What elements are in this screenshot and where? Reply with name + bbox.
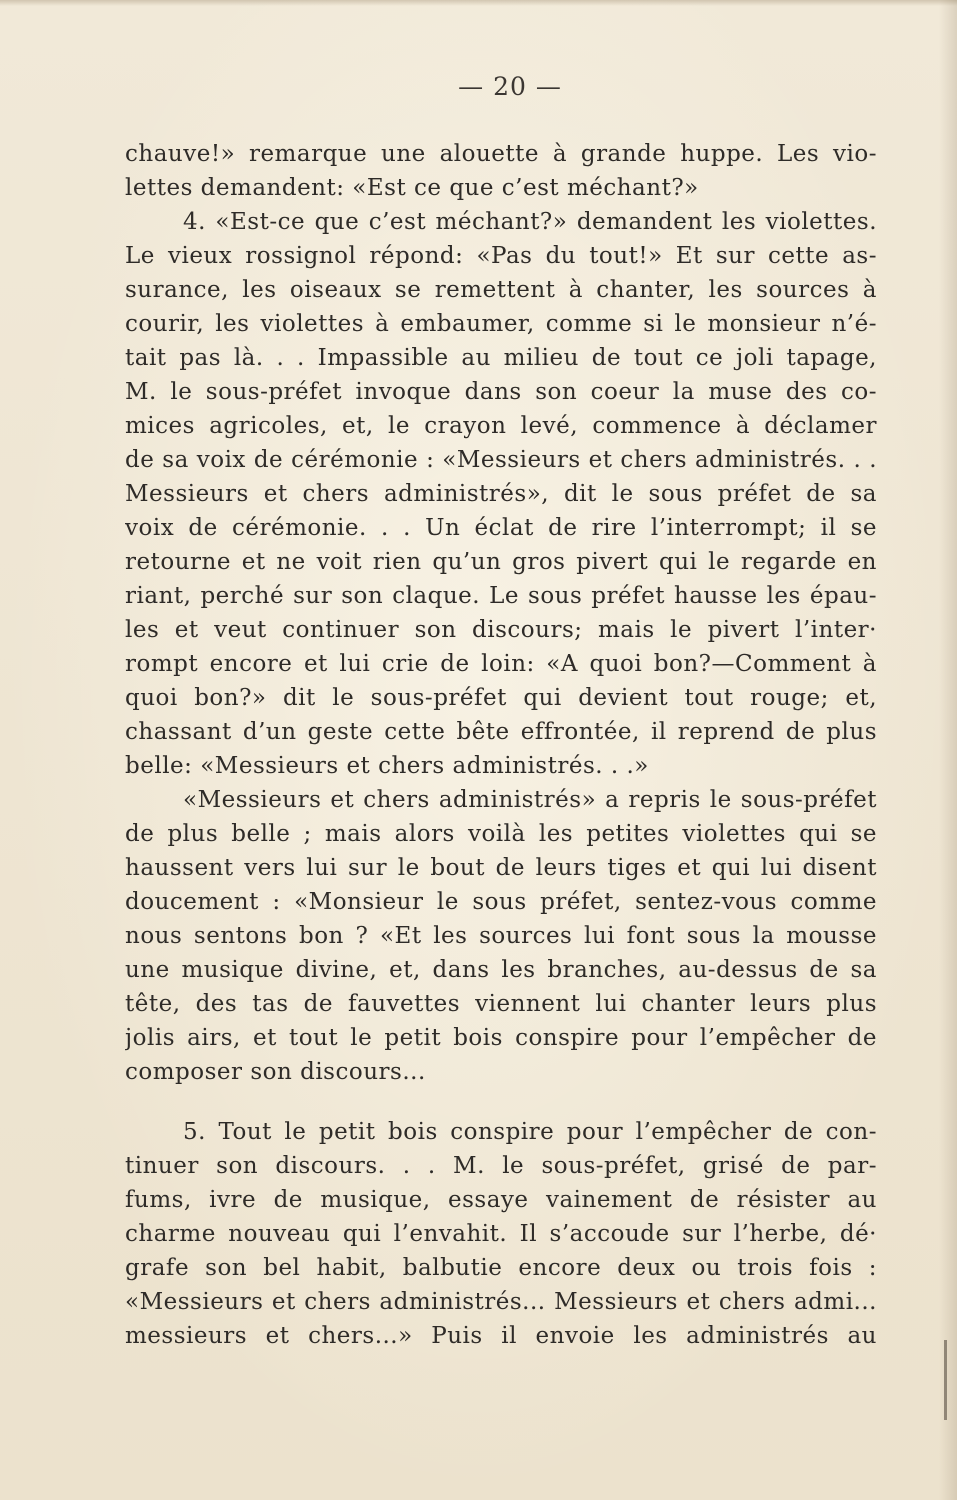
text-line: de plus belle ; mais alors voilà les petites violettes qui se <box>125 821 877 847</box>
text-line: lettes demandent: «Est ce que c’est méchant?» <box>125 175 699 201</box>
text-line: charme nouveau qui l’envahit. Il s’accoude sur l’herbe, dé· <box>125 1221 877 1247</box>
body-text <box>125 137 877 1353</box>
text-line: Messieurs et chers administrés», dit le sous préfet de sa <box>125 481 877 507</box>
text-line: chassant d’un geste cette bête effrontée, il reprend de plus <box>125 719 877 745</box>
text-line: messieurs et chers...» Puis il envoie les administrés au <box>125 1323 877 1349</box>
section-gap <box>125 1089 877 1115</box>
text-line: jolis airs, et tout le petit bois conspire pour l’empêcher de <box>125 1025 877 1051</box>
text-line: doucement : «Monsieur le sous préfet, sentez-vous comme <box>125 889 877 915</box>
page-right-edge-shadow <box>939 0 957 1500</box>
text-line: tinuer son discours. . . M. le sous-préfet, grisé de par- <box>125 1153 877 1179</box>
paragraph-first-line: «Messieurs et chers administrés» a repris le sous-préfet <box>183 787 877 813</box>
page-top-edge <box>0 0 957 6</box>
text-line: chauve!» remarque une alouette à grande huppe. Les vio- <box>125 141 877 167</box>
text-line: Le vieux rossignol répond: «Pas du tout!» Et sur cette as- <box>125 243 877 269</box>
text-line: «Messieurs et chers administrés... Messieurs et chers admi... <box>125 1289 877 1315</box>
text-line: haussent vers lui sur le bout de leurs tiges et qui lui disent <box>125 855 877 881</box>
text-line: riant, perché sur son claque. Le sous préfet hausse les épau- <box>125 583 877 609</box>
text-line: M. le sous-préfet invoque dans son coeur la muse des co- <box>125 379 877 405</box>
section-5-first-line: 5. Tout le petit bois conspire pour l’empêcher de con- <box>183 1119 877 1145</box>
text-line: belle: «Messieurs et chers administrés. . .» <box>125 753 649 779</box>
text-line: tait pas là. . . Impassible au milieu de tout ce joli tapage, <box>125 345 877 371</box>
text-line: rompt encore et lui crie de loin: «A quoi bon?—Comment à <box>125 651 877 677</box>
page-edge-mark <box>944 1340 947 1420</box>
text-line: une musique divine, et, dans les branches, au-dessus de sa <box>125 957 877 983</box>
text-line: nous sentons bon ? «Et les sources lui font sous la mousse <box>125 923 877 949</box>
text-line: tête, des tas de fauvettes viennent lui chanter leurs plus <box>125 991 877 1017</box>
text-line: voix de cérémonie. . . Un éclat de rire l’interrompt; il se <box>125 515 877 541</box>
section-4-first-line: 4. «Est-ce que c’est méchant?» demandent les violettes. <box>183 209 877 235</box>
text-line: retourne et ne voit rien qu’un gros pivert qui le regarde en <box>125 549 877 575</box>
text-line: mices agricoles, et, le crayon levé, commence à déclamer <box>125 413 877 439</box>
text-line: fums, ivre de musique, essaye vainement de résister au <box>125 1187 877 1213</box>
text-line: de sa voix de cérémonie : «Messieurs et chers administrés. . . <box>125 447 877 473</box>
text-line: surance, les oiseaux se remettent à chanter, les sources à <box>125 277 877 303</box>
text-line: composer son discours... <box>125 1059 426 1085</box>
text-line: les et veut continuer son discours; mais le pivert l’inter· <box>125 617 877 643</box>
text-line: quoi bon?» dit le sous-préfet qui devient tout rouge; et, <box>125 685 877 711</box>
page-number: — 20 — <box>458 72 562 101</box>
text-line: courir, les violettes à embaumer, comme si le monsieur n’é- <box>125 311 877 337</box>
text-line: grafe son bel habit, balbutie encore deux ou trois fois : <box>125 1255 877 1281</box>
